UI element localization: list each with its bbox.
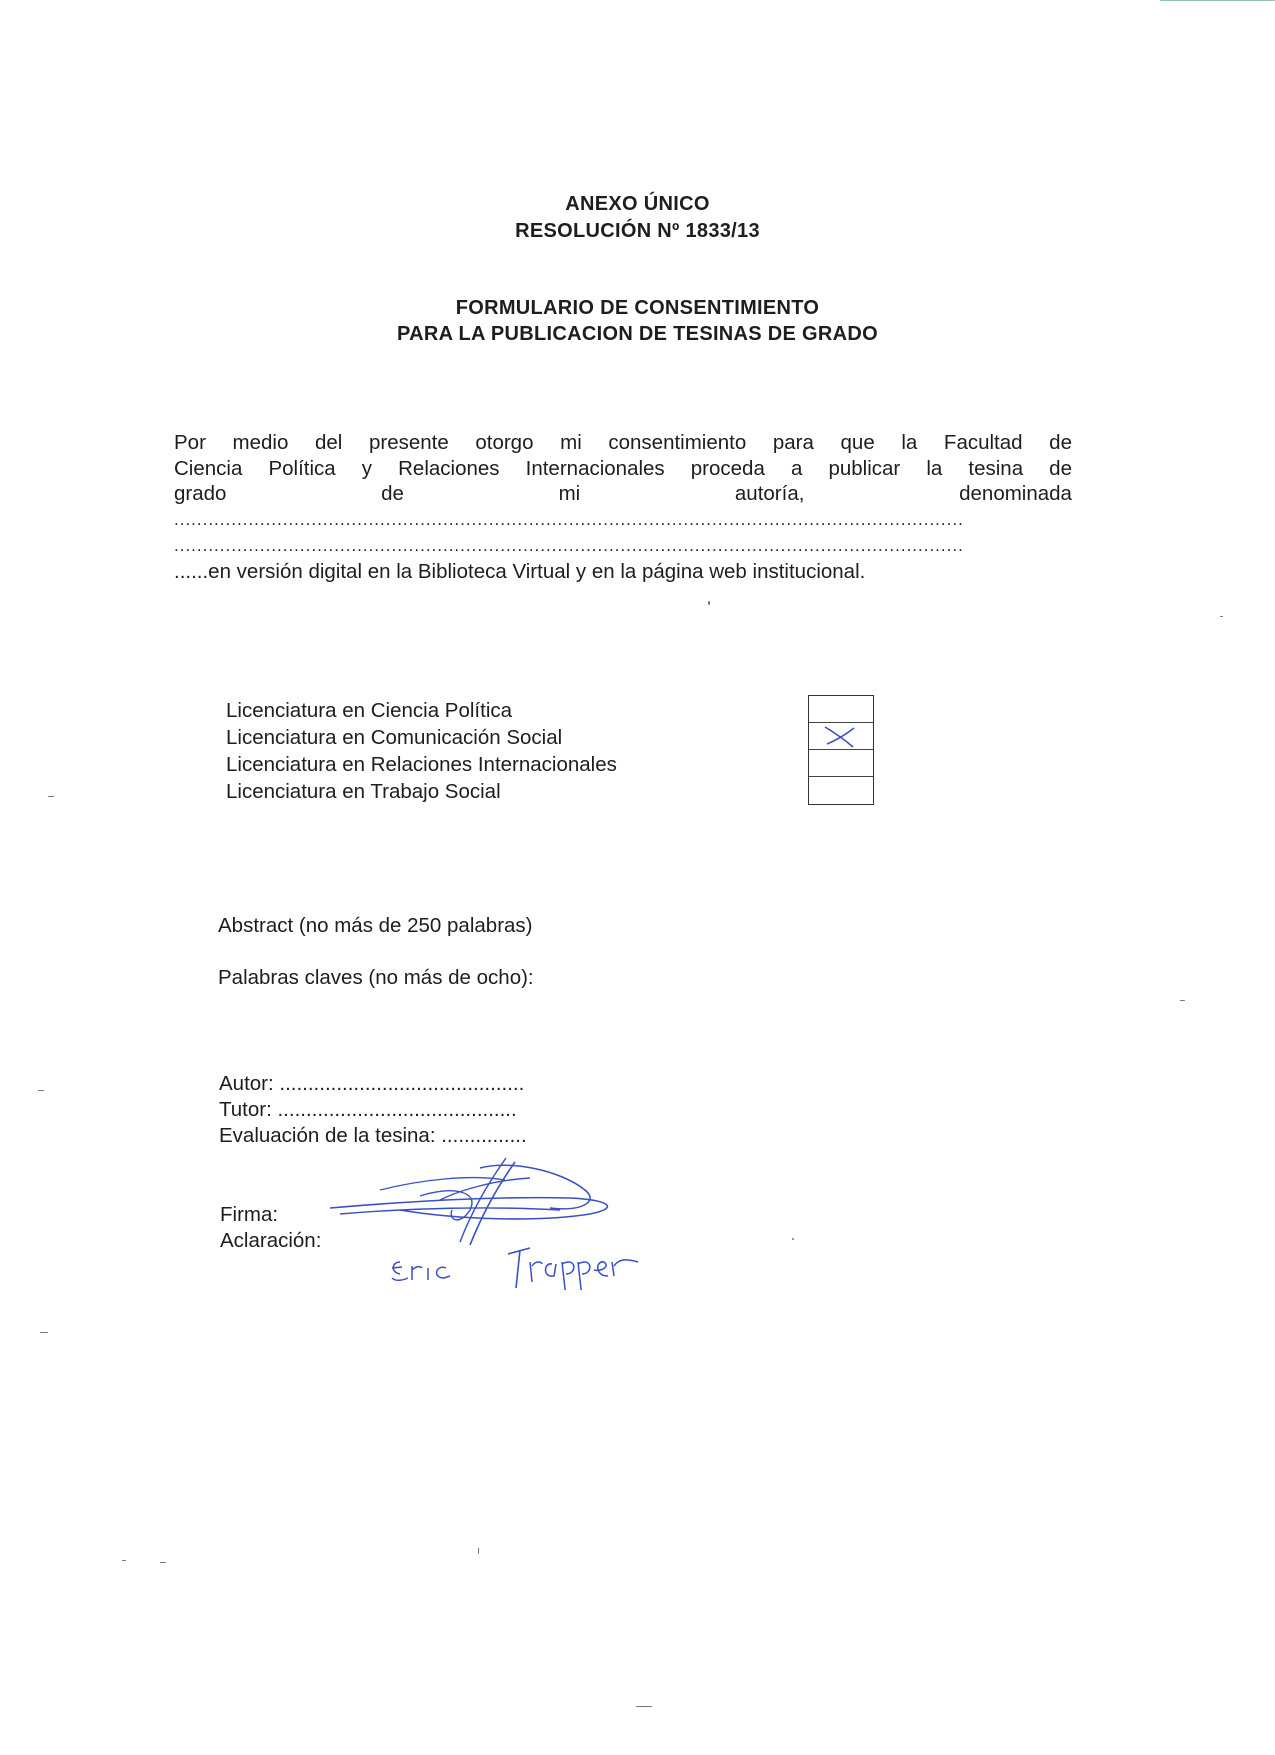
- keywords-label: Palabras claves (no más de ocho):: [218, 966, 534, 989]
- clarification-label: Aclaración:: [220, 1229, 322, 1252]
- scan-speck: [1180, 1000, 1185, 1001]
- consent-word: mi: [558, 482, 581, 505]
- handwritten-signature: [320, 1150, 640, 1290]
- tutor-field[interactable]: Tutor: ..........................................: [219, 1098, 517, 1121]
- consent-line-1-text: Por medio del presente otorgo mi consentimiento para que la Facultad de: [174, 431, 1072, 454]
- scan-speck: [160, 1562, 166, 1563]
- consent-line-end: ......en versión digital en la Biblioteca Virtual y en la página web institucional.: [174, 559, 866, 583]
- thesis-title-blank-1: ..........................................................................................................................................: [174, 509, 964, 529]
- checkbox-ciencia-politica[interactable]: [809, 696, 873, 723]
- checkbox-relaciones-internacionales[interactable]: [809, 750, 873, 777]
- consent-paragraph: [174, 430, 1072, 584]
- scan-speck: [792, 1238, 794, 1240]
- form-subtitle: PARA LA PUBLICACION DE TESINAS DE GRADO: [397, 323, 878, 345]
- consent-line-2-text: Ciencia Política y Relaciones Internacionales proceda a publicar la tesina de: [174, 456, 1072, 480]
- evaluation-field[interactable]: Evaluación de la tesina: ...............: [219, 1124, 527, 1147]
- consent-word: grado: [174, 482, 227, 505]
- form-title: FORMULARIO DE CONSENTIMIENTO: [455, 297, 820, 319]
- signature-label: Firma:: [220, 1203, 279, 1226]
- degree-checkbox-column: [808, 695, 874, 805]
- scan-speck: [48, 796, 54, 797]
- consent-word: de: [381, 482, 404, 505]
- scan-speck: [1220, 616, 1223, 617]
- checkbox-trabajo-social[interactable]: [809, 777, 873, 804]
- scan-speck: [636, 1706, 652, 1707]
- scan-speck: [1160, 0, 1275, 1]
- option-relaciones-internacionales: Licenciatura en Relaciones Internacionales: [226, 753, 617, 776]
- scan-speck: [478, 1548, 479, 1554]
- resolution-number: RESOLUCIÓN Nº 1833/13: [515, 220, 760, 242]
- option-ciencia-politica: Licenciatura en Ciencia Política: [226, 699, 513, 722]
- thesis-title-blank-2: ..........................................................................................................................................: [174, 535, 964, 555]
- checkbox-comunicacion-social[interactable]: [809, 723, 873, 750]
- consent-line-3: [174, 481, 1072, 507]
- author-field[interactable]: Autor: ...........................................: [219, 1072, 525, 1095]
- option-comunicacion-social: Licenciatura en Comunicación Social: [226, 726, 563, 749]
- abstract-label: Abstract (no más de 250 palabras): [218, 914, 533, 937]
- consent-line-1: [174, 430, 1072, 456]
- checkbox-x-mark-icon: [809, 723, 873, 750]
- scan-speck: [708, 601, 710, 605]
- consent-word: autoría,: [734, 482, 805, 505]
- consent-line-2: [174, 456, 1072, 482]
- scan-speck: [40, 1332, 48, 1333]
- option-trabajo-social: Licenciatura en Trabajo Social: [226, 780, 501, 803]
- scan-speck: [38, 1090, 44, 1091]
- annex-title: ANEXO ÚNICO: [565, 193, 710, 215]
- scan-speck: [122, 1560, 126, 1561]
- consent-word: denominada: [959, 482, 1072, 505]
